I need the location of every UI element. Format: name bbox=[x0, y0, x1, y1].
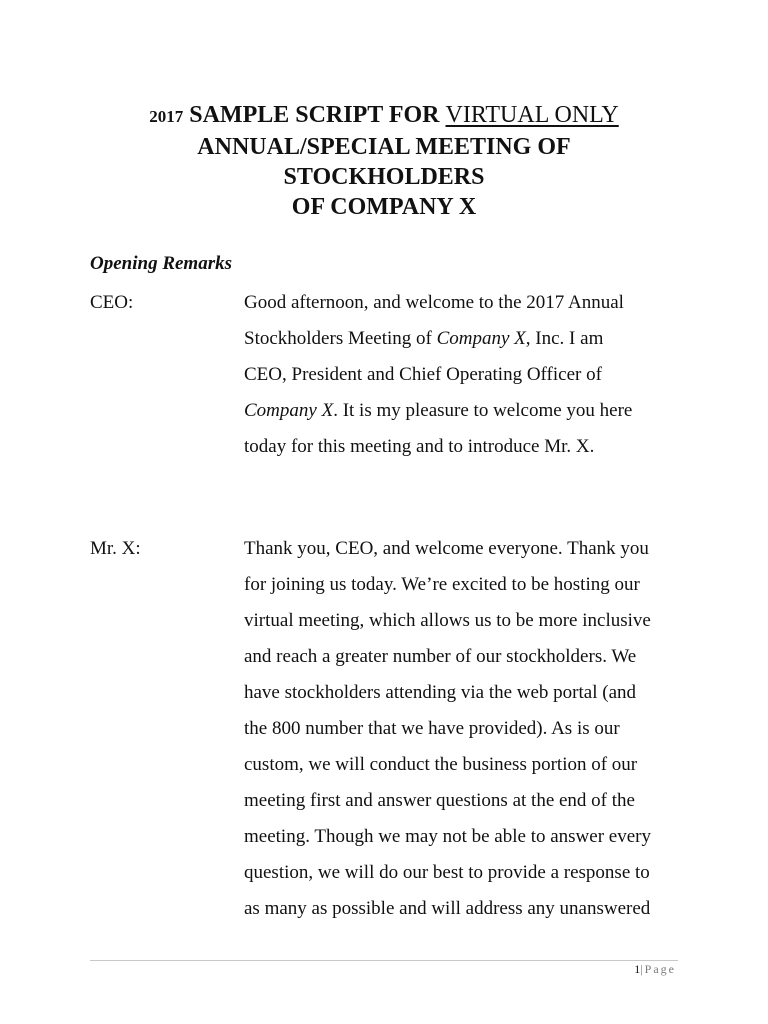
speech-line bbox=[244, 364, 684, 400]
title-line-4: OF COMPANY X bbox=[291, 194, 477, 220]
text-run: Thank you, CEO, and welcome everyone. Thank you bbox=[244, 538, 649, 559]
page-label: Page bbox=[644, 962, 676, 976]
title-year: 2017 bbox=[149, 107, 184, 126]
text-run: CEO, President and Chief Operating Officer of bbox=[244, 364, 602, 385]
text-run: the 800 number that we have provided). As is our bbox=[244, 718, 620, 739]
speaker-label-ceo: CEO: bbox=[90, 292, 134, 313]
speech-line bbox=[244, 646, 684, 682]
text-run: virtual meeting, which allows us to be more inclusive bbox=[244, 610, 651, 631]
speaker-label-mr-x: Mr. X: bbox=[90, 538, 141, 559]
speech-line bbox=[244, 898, 684, 934]
speech-line bbox=[244, 682, 684, 718]
text-run: have stockholders attending via the web portal (and bbox=[244, 682, 637, 703]
text-run: as many as possible and will address any unanswered bbox=[244, 898, 651, 919]
text-run: for joining us today. We’re excited to be hosting our bbox=[244, 574, 640, 595]
text-run: today for this meeting and to introduce Mr. X. bbox=[244, 436, 595, 457]
speech-ceo bbox=[244, 292, 684, 472]
text-run: meeting. Though we may not be able to answer every bbox=[244, 826, 651, 847]
text-run: custom, we will conduct the business portion of our bbox=[244, 754, 638, 775]
text-run: question, we will do our best to provide a response to bbox=[244, 862, 650, 883]
speech-line bbox=[244, 400, 684, 436]
italic-text: Company X bbox=[244, 400, 334, 421]
speech-line bbox=[244, 574, 684, 610]
speech-mr-x bbox=[244, 538, 684, 934]
speech-line bbox=[244, 862, 684, 898]
speech-line bbox=[244, 538, 684, 574]
speech-line bbox=[244, 610, 684, 646]
text-run: meeting first and answer questions at the end of the bbox=[244, 790, 635, 811]
title-line-1-text: SAMPLE SCRIPT FOR bbox=[189, 102, 440, 128]
page-footer bbox=[634, 962, 676, 977]
text-run: Stockholders Meeting of bbox=[244, 328, 437, 349]
speech-line bbox=[244, 790, 684, 826]
speech-line bbox=[244, 718, 684, 754]
speech-line bbox=[244, 328, 684, 364]
page-separator: | bbox=[640, 962, 645, 976]
speech-line bbox=[244, 826, 684, 862]
title-line-3: STOCKHOLDERS bbox=[283, 164, 485, 190]
text-run: , Inc. I am bbox=[525, 328, 604, 349]
title-line-1 bbox=[80, 100, 688, 132]
speech-line bbox=[244, 754, 684, 790]
speech-line bbox=[244, 292, 684, 328]
text-run: Good afternoon, and welcome to the 2017 Annual bbox=[244, 292, 624, 313]
text-run: . It is my pleasure to welcome you here bbox=[333, 400, 633, 421]
italic-text: Company X bbox=[436, 328, 526, 349]
footer-divider bbox=[90, 960, 678, 961]
title-underlined-text: VIRTUAL ONLY bbox=[445, 102, 619, 128]
speech-line bbox=[244, 436, 684, 472]
section-heading: Opening Remarks bbox=[90, 253, 232, 274]
title-line-2: ANNUAL/SPECIAL MEETING OF bbox=[197, 134, 571, 160]
document-title bbox=[80, 100, 688, 222]
page-number: 1 bbox=[634, 962, 641, 976]
text-run: and reach a greater number of our stockholders. We bbox=[244, 646, 637, 667]
